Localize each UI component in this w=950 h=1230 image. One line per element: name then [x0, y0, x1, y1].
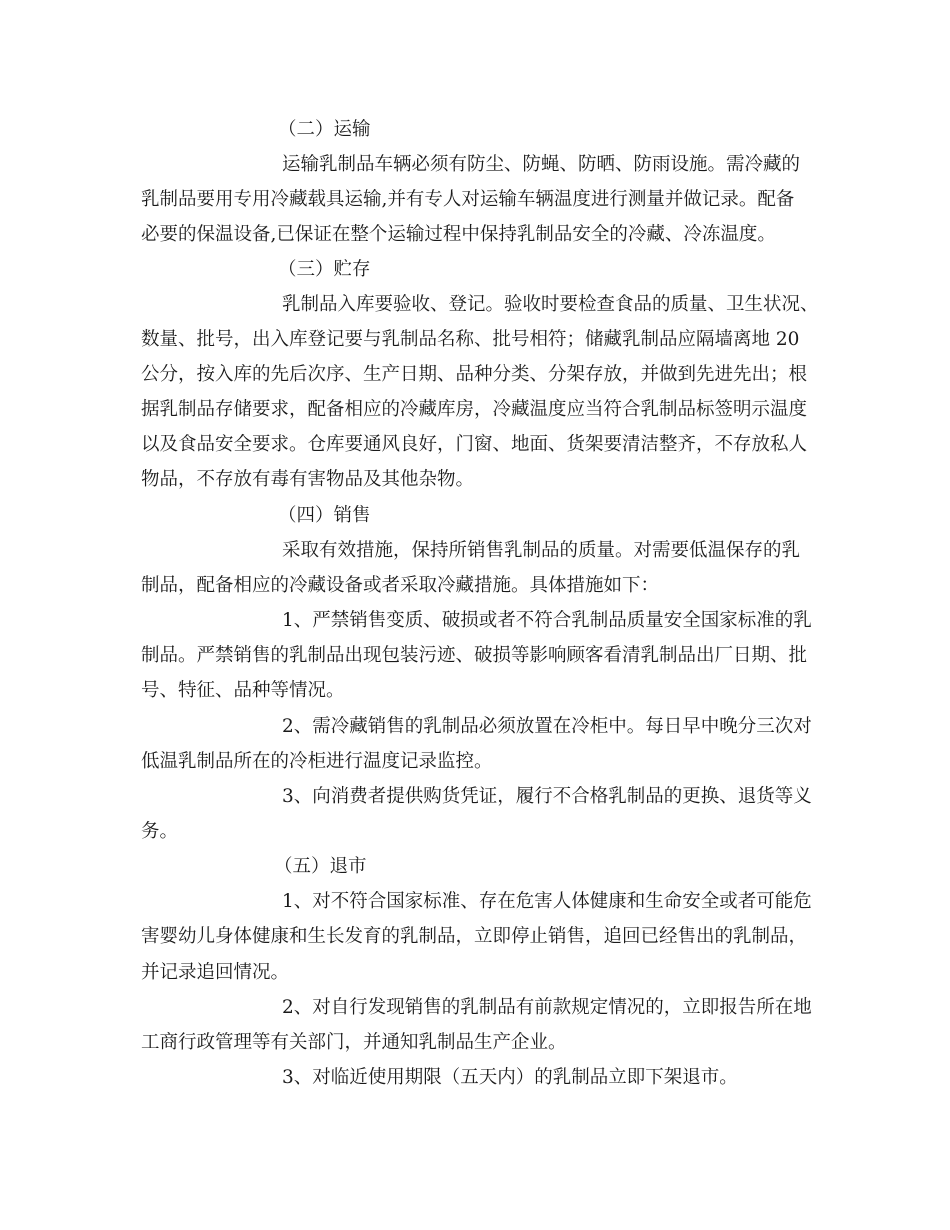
list-item-line: 3、向消费者提供购货凭证，履行不合格乳制品的更换、退货等义: [282, 786, 812, 807]
list-item-line: 害婴幼儿身体健康和生长发育的乳制品，立即停止销售，追回已经售出的乳制品，: [141, 926, 808, 947]
list-item-line: 制品。严禁销售的乳制品出现包装污迹、破损等影响顾客看清乳制品出厂日期、批: [141, 645, 808, 666]
section-heading-transport: （二）运输: [278, 119, 371, 140]
paragraph-line: 以及食品安全要求。仓库要通风良好，门窗、地面、货架要清洁整齐，不存放私人: [141, 434, 808, 455]
section-heading-recall: （五）退市: [274, 856, 367, 877]
paragraph-line: 数量、批号，出入库登记要与乳制品名称、批号相符；储藏乳制品应隔墙离地 20: [141, 329, 800, 350]
paragraph-line: 物品，不存放有毒有害物品及其他杂物。: [141, 469, 475, 490]
section-heading-storage: （三）贮存: [278, 259, 371, 280]
section-heading-sales: （四）销售: [278, 505, 371, 526]
list-item-line: 号、特征、品种等情况。: [141, 680, 345, 701]
paragraph-line: 据乳制品存储要求，配备相应的冷藏库房，冷藏温度应当符合乳制品标签明示温度: [141, 399, 808, 420]
paragraph-line: 运输乳制品车辆必须有防尘、防蝇、防晒、防雨设施。需冷藏的: [282, 154, 801, 175]
list-item-line: 3、对临近使用期限（五天内）的乳制品立即下架退市。: [282, 1067, 738, 1088]
list-item-line: 1、严禁销售变质、破损或者不符合乳制品质量安全国家标准的乳: [282, 610, 812, 631]
paragraph-line: 乳制品要用专用冷藏载具运输,并有专人对运输车辆温度进行测量并做记录。配备: [141, 189, 795, 210]
list-item-line: 工商行政管理等有关部门，并通知乳制品生产企业。: [141, 1032, 567, 1053]
list-item-line: 2、对自行发现销售的乳制品有前款规定情况的，立即报告所在地: [282, 997, 812, 1018]
paragraph-line: 采取有效措施，保持所销售乳制品的质量。对需要低温保存的乳: [282, 540, 801, 561]
paragraph-line: 必要的保温设备,已保证在整个运输过程中保持乳制品安全的冷藏、冷冻温度。: [141, 224, 776, 245]
paragraph-line: 公分，按入库的先后次序、生产日期、品种分类、分架存放，并做到先进先出；根: [141, 364, 808, 385]
list-item-line: 2、需冷藏销售的乳制品必须放置在冷柜中。每日早中晚分三次对: [282, 716, 812, 737]
list-item-line: 并记录追回情况。: [141, 962, 290, 983]
paragraph-line: 乳制品入库要验收、登记。验收时要检查食品的质量、卫生状况、: [282, 294, 819, 315]
list-item-line: 务。: [141, 821, 179, 842]
list-item-line: 低温乳制品所在的冷柜进行温度记录监控。: [141, 751, 493, 772]
paragraph-line: 制品，配备相应的冷藏设备或者采取冷藏措施。具体措施如下：: [141, 575, 660, 596]
list-item-line: 1、对不符合国家标准、存在危害人体健康和生命安全或者可能危: [282, 891, 812, 912]
